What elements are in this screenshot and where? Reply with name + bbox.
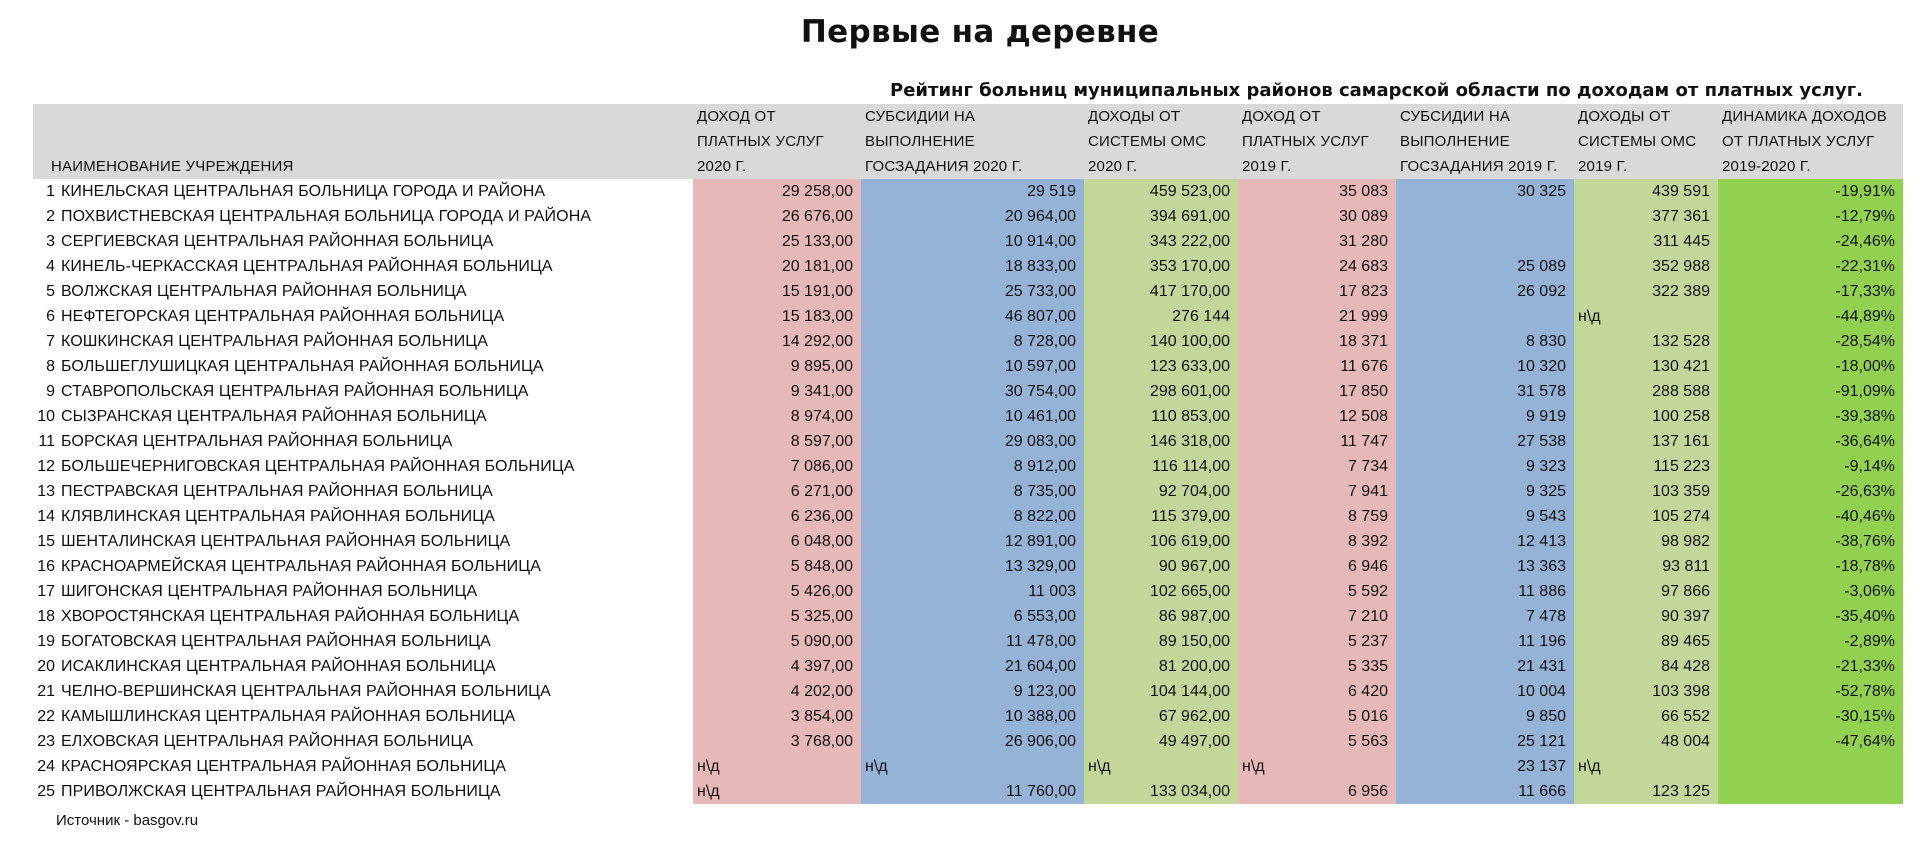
cell-dynamics: -9,14%: [1718, 454, 1903, 479]
row-number: 15: [33, 529, 61, 554]
header-subsidy-2019: [1396, 104, 1574, 179]
row-number: 1: [33, 179, 61, 204]
cell-subsidy-2019: 10 004: [1396, 679, 1574, 704]
cell-dynamics: -28,54%: [1718, 329, 1903, 354]
cell-dynamics: -18,78%: [1718, 554, 1903, 579]
cell-dynamics: -26,63%: [1718, 479, 1903, 504]
cell-paid-2020: 9 895,00: [693, 354, 861, 379]
row-number: 21: [33, 679, 61, 704]
cell-oms-2020: 81 200,00: [1084, 654, 1238, 679]
table-row: [33, 304, 1903, 329]
cell-subsidy-2020: 11 003: [861, 579, 1084, 604]
cell-subsidy-2020: 29 519: [861, 179, 1084, 204]
cell-subsidy-2019: [1396, 229, 1574, 254]
cell-dynamics: -21,33%: [1718, 654, 1903, 679]
cell-oms-2019: 377 361: [1574, 204, 1718, 229]
cell-paid-2019: 18 371: [1238, 329, 1396, 354]
hospital-name: КРАСНОАРМЕЙСКАЯ ЦЕНТРАЛЬНАЯ РАЙОННАЯ БОЛЬНИЦА: [61, 554, 693, 579]
header-paid-2019: [1238, 104, 1396, 179]
table-row: [33, 679, 1903, 704]
cell-subsidy-2020: н\д: [861, 754, 1084, 779]
cell-paid-2020: 3 854,00: [693, 704, 861, 729]
cell-paid-2019: 5 592: [1238, 579, 1396, 604]
header-line: ДОХОД ОТ: [697, 108, 776, 125]
table-row: [33, 179, 1903, 204]
cell-oms-2019: 105 274: [1574, 504, 1718, 529]
row-number: 18: [33, 604, 61, 629]
table-row: [33, 329, 1903, 354]
header-line: ВЫПОЛНЕНИЕ: [865, 133, 975, 150]
cell-paid-2020: н\д: [693, 754, 861, 779]
hospital-name: СЫЗРАНСКАЯ ЦЕНТРАЛЬНАЯ РАЙОННАЯ БОЛЬНИЦА: [61, 404, 693, 429]
cell-paid-2020: 3 768,00: [693, 729, 861, 754]
cell-oms-2020: 102 665,00: [1084, 579, 1238, 604]
header-dynamics: [1718, 104, 1903, 179]
row-number: 3: [33, 229, 61, 254]
hospital-name: НЕФТЕГОРСКАЯ ЦЕНТРАЛЬНАЯ РАЙОННАЯ БОЛЬНИЦА: [61, 304, 693, 329]
cell-paid-2020: 8 597,00: [693, 429, 861, 454]
cell-dynamics: -19,91%: [1718, 179, 1903, 204]
cell-subsidy-2019: 23 137: [1396, 754, 1574, 779]
cell-paid-2019: 5 016: [1238, 704, 1396, 729]
cell-subsidy-2020: 25 733,00: [861, 279, 1084, 304]
hospital-name: ХВОРОСТЯНСКАЯ ЦЕНТРАЛЬНАЯ РАЙОННАЯ БОЛЬНИЦА: [61, 604, 693, 629]
cell-subsidy-2020: 8 728,00: [861, 329, 1084, 354]
hospital-name: СЕРГИЕВСКАЯ ЦЕНТРАЛЬНАЯ РАЙОННАЯ БОЛЬНИЦА: [61, 229, 693, 254]
cell-oms-2020: 89 150,00: [1084, 629, 1238, 654]
cell-oms-2020: 298 601,00: [1084, 379, 1238, 404]
cell-subsidy-2019: 9 325: [1396, 479, 1574, 504]
cell-subsidy-2020: 30 754,00: [861, 379, 1084, 404]
cell-subsidy-2019: 10 320: [1396, 354, 1574, 379]
cell-oms-2020: 123 633,00: [1084, 354, 1238, 379]
table-row: [33, 779, 1903, 804]
cell-paid-2019: 11 676: [1238, 354, 1396, 379]
hospital-name: ШИГОНСКАЯ ЦЕНТРАЛЬНАЯ РАЙОННАЯ БОЛЬНИЦА: [61, 579, 693, 604]
cell-subsidy-2019: 27 538: [1396, 429, 1574, 454]
table-row: [33, 379, 1903, 404]
cell-dynamics: -40,46%: [1718, 504, 1903, 529]
header-line: 2020 Г.: [1088, 158, 1138, 175]
cell-subsidy-2019: [1396, 204, 1574, 229]
row-number: 16: [33, 554, 61, 579]
table-row: [33, 554, 1903, 579]
row-number: 12: [33, 454, 61, 479]
header-paid-2020: [693, 104, 861, 179]
cell-paid-2019: 6 956: [1238, 779, 1396, 804]
cell-oms-2019: 352 988: [1574, 254, 1718, 279]
cell-subsidy-2019: 21 431: [1396, 654, 1574, 679]
header-row: [33, 104, 1903, 179]
row-number: 6: [33, 304, 61, 329]
cell-oms-2019: 90 397: [1574, 604, 1718, 629]
header-line: 2019 Г.: [1578, 158, 1628, 175]
hospital-name: КИНЕЛЬСКАЯ ЦЕНТРАЛЬНАЯ БОЛЬНИЦА ГОРОДА И РАЙОНА: [61, 179, 693, 204]
cell-oms-2019: 100 258: [1574, 404, 1718, 429]
table-row: [33, 704, 1903, 729]
cell-dynamics: -35,40%: [1718, 604, 1903, 629]
table-row: [33, 529, 1903, 554]
cell-subsidy-2019: 25 089: [1396, 254, 1574, 279]
cell-subsidy-2020: 8 735,00: [861, 479, 1084, 504]
cell-dynamics: -24,46%: [1718, 229, 1903, 254]
cell-subsidy-2020: 6 553,00: [861, 604, 1084, 629]
hospital-name: ПОХВИСТНЕВСКАЯ ЦЕНТРАЛЬНАЯ БОЛЬНИЦА ГОРОДА И РАЙОНА: [61, 204, 693, 229]
cell-subsidy-2019: 30 325: [1396, 179, 1574, 204]
cell-paid-2019: 17 823: [1238, 279, 1396, 304]
cell-paid-2020: 6 271,00: [693, 479, 861, 504]
cell-paid-2020: 25 133,00: [693, 229, 861, 254]
cell-oms-2019: 123 125: [1574, 779, 1718, 804]
cell-subsidy-2019: 9 323: [1396, 454, 1574, 479]
cell-oms-2020: 49 497,00: [1084, 729, 1238, 754]
cell-subsidy-2019: 7 478: [1396, 604, 1574, 629]
cell-oms-2019: 439 591: [1574, 179, 1718, 204]
cell-dynamics: -30,15%: [1718, 704, 1903, 729]
hospital-name: БОЛЬШЕЧЕРНИГОВСКАЯ ЦЕНТРАЛЬНАЯ РАЙОННАЯ БОЛЬНИЦА: [61, 454, 693, 479]
cell-paid-2019: 6 946: [1238, 554, 1396, 579]
header-subsidy-2020: [861, 104, 1084, 179]
hospital-name: КЛЯВЛИНСКАЯ ЦЕНТРАЛЬНАЯ РАЙОННАЯ БОЛЬНИЦА: [61, 504, 693, 529]
hospital-name: ИСАКЛИНСКАЯ ЦЕНТРАЛЬНАЯ РАЙОННАЯ БОЛЬНИЦА: [61, 654, 693, 679]
cell-paid-2019: 35 083: [1238, 179, 1396, 204]
header-line: 2019 Г.: [1242, 158, 1292, 175]
cell-subsidy-2020: 8 912,00: [861, 454, 1084, 479]
cell-paid-2020: 14 292,00: [693, 329, 861, 354]
cell-paid-2020: 26 676,00: [693, 204, 861, 229]
cell-oms-2019: 97 866: [1574, 579, 1718, 604]
cell-oms-2020: 353 170,00: [1084, 254, 1238, 279]
cell-oms-2020: 146 318,00: [1084, 429, 1238, 454]
cell-oms-2020: 343 222,00: [1084, 229, 1238, 254]
cell-subsidy-2019: 9 919: [1396, 404, 1574, 429]
cell-paid-2020: 7 086,00: [693, 454, 861, 479]
cell-subsidy-2020: 21 604,00: [861, 654, 1084, 679]
hospital-name: ЧЕЛНО-ВЕРШИНСКАЯ ЦЕНТРАЛЬНАЯ РАЙОННАЯ БОЛЬНИЦА: [61, 679, 693, 704]
cell-oms-2020: 116 114,00: [1084, 454, 1238, 479]
header-line: СИСТЕМЫ ОМС: [1578, 133, 1697, 150]
cell-paid-2020: 5 325,00: [693, 604, 861, 629]
cell-oms-2020: 140 100,00: [1084, 329, 1238, 354]
cell-subsidy-2019: 31 578: [1396, 379, 1574, 404]
cell-subsidy-2020: 10 597,00: [861, 354, 1084, 379]
header-oms-2020: [1084, 104, 1238, 179]
header-line: ГОСЗАДАНИЯ 2020 Г.: [865, 158, 1023, 175]
cell-dynamics: -44,89%: [1718, 304, 1903, 329]
cell-dynamics: [1718, 779, 1903, 804]
cell-subsidy-2020: 13 329,00: [861, 554, 1084, 579]
table-row: [33, 604, 1903, 629]
cell-subsidy-2019: 13 363: [1396, 554, 1574, 579]
cell-paid-2020: 6 048,00: [693, 529, 861, 554]
cell-subsidy-2020: 11 478,00: [861, 629, 1084, 654]
header-line: ПЛАТНЫХ УСЛУГ: [1242, 133, 1369, 150]
hospital-name: КРАСНОЯРСКАЯ ЦЕНТРАЛЬНАЯ РАЙОННАЯ БОЛЬНИЦА: [61, 754, 693, 779]
cell-oms-2020: 104 144,00: [1084, 679, 1238, 704]
cell-subsidy-2020: 9 123,00: [861, 679, 1084, 704]
cell-paid-2019: 8 759: [1238, 504, 1396, 529]
table-row: [33, 279, 1903, 304]
cell-subsidy-2020: 10 388,00: [861, 704, 1084, 729]
row-number: 13: [33, 479, 61, 504]
row-number: 20: [33, 654, 61, 679]
cell-subsidy-2019: 12 413: [1396, 529, 1574, 554]
cell-oms-2019: н\д: [1574, 304, 1718, 329]
cell-oms-2019: 288 588: [1574, 379, 1718, 404]
cell-oms-2019: н\д: [1574, 754, 1718, 779]
cell-oms-2019: 137 161: [1574, 429, 1718, 454]
cell-subsidy-2020: 12 891,00: [861, 529, 1084, 554]
cell-oms-2019: 132 528: [1574, 329, 1718, 354]
cell-oms-2020: 417 170,00: [1084, 279, 1238, 304]
cell-oms-2020: 90 967,00: [1084, 554, 1238, 579]
hospital-name: ШЕНТАЛИНСКАЯ ЦЕНТРАЛЬНАЯ РАЙОННАЯ БОЛЬНИЦА: [61, 529, 693, 554]
table-row: [33, 229, 1903, 254]
source-note: Источник - basgov.ru: [56, 812, 199, 829]
table-subtitle: Рейтинг больниц муниципальных районов самарской области по доходам от платных услуг.: [890, 80, 1863, 101]
header-line: ПЛАТНЫХ УСЛУГ: [697, 133, 824, 150]
header-line: ДИНАМИКА ДОХОДОВ: [1722, 108, 1887, 125]
cell-paid-2020: н\д: [693, 779, 861, 804]
row-number: 5: [33, 279, 61, 304]
row-number: 17: [33, 579, 61, 604]
cell-subsidy-2020: 20 964,00: [861, 204, 1084, 229]
header-line: ГОСЗАДАНИЯ 2019 Г.: [1400, 158, 1558, 175]
hospital-rating-table: [33, 104, 1903, 804]
table-row: [33, 354, 1903, 379]
row-number: 22: [33, 704, 61, 729]
cell-subsidy-2020: 10 914,00: [861, 229, 1084, 254]
header-oms-2019: [1574, 104, 1718, 179]
header-line: ДОХОДЫ ОТ: [1578, 108, 1671, 125]
hospital-name: ВОЛЖСКАЯ ЦЕНТРАЛЬНАЯ РАЙОННАЯ БОЛЬНИЦА: [61, 279, 693, 304]
row-number: 23: [33, 729, 61, 754]
cell-oms-2019: 311 445: [1574, 229, 1718, 254]
cell-subsidy-2019: 11 886: [1396, 579, 1574, 604]
table-row: [33, 729, 1903, 754]
table-row: [33, 754, 1903, 779]
table-row: [33, 629, 1903, 654]
cell-oms-2019: 93 811: [1574, 554, 1718, 579]
row-number: 9: [33, 379, 61, 404]
cell-dynamics: -3,06%: [1718, 579, 1903, 604]
hospital-name: ПЕСТРАВСКАЯ ЦЕНТРАЛЬНАЯ РАЙОННАЯ БОЛЬНИЦА: [61, 479, 693, 504]
cell-subsidy-2020: 11 760,00: [861, 779, 1084, 804]
cell-dynamics: -52,78%: [1718, 679, 1903, 704]
row-number: 10: [33, 404, 61, 429]
cell-paid-2020: 5 848,00: [693, 554, 861, 579]
cell-oms-2020: 86 987,00: [1084, 604, 1238, 629]
cell-oms-2019: 48 004: [1574, 729, 1718, 754]
table-row: [33, 454, 1903, 479]
cell-paid-2019: 7 734: [1238, 454, 1396, 479]
table-body: [33, 179, 1903, 804]
cell-subsidy-2020: 10 461,00: [861, 404, 1084, 429]
hospital-name: БОЛЬШЕГЛУШИЦКАЯ ЦЕНТРАЛЬНАЯ РАЙОННАЯ БОЛЬНИЦА: [61, 354, 693, 379]
cell-dynamics: [1718, 754, 1903, 779]
cell-dynamics: -39,38%: [1718, 404, 1903, 429]
cell-paid-2019: 11 747: [1238, 429, 1396, 454]
row-number: 8: [33, 354, 61, 379]
cell-oms-2019: 98 982: [1574, 529, 1718, 554]
cell-paid-2019: 17 850: [1238, 379, 1396, 404]
table-row: [33, 429, 1903, 454]
row-number: 7: [33, 329, 61, 354]
cell-subsidy-2019: 9 543: [1396, 504, 1574, 529]
cell-paid-2019: 5 237: [1238, 629, 1396, 654]
header-line: 2020 Г.: [697, 158, 747, 175]
table-row: [33, 204, 1903, 229]
header-line: ОТ ПЛАТНЫХ УСЛУГ: [1722, 133, 1875, 150]
cell-paid-2019: н\д: [1238, 754, 1396, 779]
cell-paid-2019: 12 508: [1238, 404, 1396, 429]
row-number: 24: [33, 754, 61, 779]
cell-oms-2019: 115 223: [1574, 454, 1718, 479]
row-number: 11: [33, 429, 61, 454]
hospital-name: БОГАТОВСКАЯ ЦЕНТРАЛЬНАЯ РАЙОННАЯ БОЛЬНИЦА: [61, 629, 693, 654]
cell-paid-2020: 29 258,00: [693, 179, 861, 204]
cell-dynamics: -17,33%: [1718, 279, 1903, 304]
cell-dynamics: -36,64%: [1718, 429, 1903, 454]
header-line: 2019-2020 Г.: [1722, 158, 1811, 175]
table-row: [33, 404, 1903, 429]
table-row: [33, 579, 1903, 604]
cell-subsidy-2019: 11 666: [1396, 779, 1574, 804]
cell-oms-2019: 66 552: [1574, 704, 1718, 729]
cell-paid-2019: 5 563: [1238, 729, 1396, 754]
cell-paid-2020: 8 974,00: [693, 404, 861, 429]
header-name: НАИМЕНОВАНИЕ УЧРЕЖДЕНИЯ: [33, 104, 693, 179]
cell-dynamics: -47,64%: [1718, 729, 1903, 754]
table-row: [33, 479, 1903, 504]
cell-subsidy-2019: 8 830: [1396, 329, 1574, 354]
cell-dynamics: -22,31%: [1718, 254, 1903, 279]
header-line: ДОХОДЫ ОТ: [1088, 108, 1181, 125]
cell-paid-2020: 20 181,00: [693, 254, 861, 279]
cell-oms-2020: 92 704,00: [1084, 479, 1238, 504]
row-number: 14: [33, 504, 61, 529]
cell-oms-2020: н\д: [1084, 754, 1238, 779]
cell-subsidy-2019: [1396, 304, 1574, 329]
cell-subsidy-2020: 26 906,00: [861, 729, 1084, 754]
cell-oms-2019: 84 428: [1574, 654, 1718, 679]
cell-oms-2019: 89 465: [1574, 629, 1718, 654]
cell-oms-2020: 133 034,00: [1084, 779, 1238, 804]
table-row: [33, 654, 1903, 679]
hospital-name: ПРИВОЛЖСКАЯ ЦЕНТРАЛЬНАЯ РАЙОННАЯ БОЛЬНИЦА: [61, 779, 693, 804]
cell-oms-2020: 115 379,00: [1084, 504, 1238, 529]
hospital-name: КОШКИНСКАЯ ЦЕНТРАЛЬНАЯ РАЙОННАЯ БОЛЬНИЦА: [61, 329, 693, 354]
hospital-name: ЕЛХОВСКАЯ ЦЕНТРАЛЬНАЯ РАЙОННАЯ БОЛЬНИЦА: [61, 729, 693, 754]
hospital-name: КИНЕЛЬ-ЧЕРКАССКАЯ ЦЕНТРАЛЬНАЯ РАЙОННАЯ БОЛЬНИЦА: [61, 254, 693, 279]
cell-paid-2020: 6 236,00: [693, 504, 861, 529]
cell-subsidy-2019: 25 121: [1396, 729, 1574, 754]
row-number: 19: [33, 629, 61, 654]
cell-oms-2019: 322 389: [1574, 279, 1718, 304]
cell-paid-2020: 15 183,00: [693, 304, 861, 329]
header-line: СИСТЕМЫ ОМС: [1088, 133, 1207, 150]
cell-dynamics: -91,09%: [1718, 379, 1903, 404]
cell-paid-2020: 9 341,00: [693, 379, 861, 404]
cell-subsidy-2020: 46 807,00: [861, 304, 1084, 329]
cell-dynamics: -38,76%: [1718, 529, 1903, 554]
cell-paid-2019: 24 683: [1238, 254, 1396, 279]
cell-paid-2019: 8 392: [1238, 529, 1396, 554]
row-number: 4: [33, 254, 61, 279]
cell-paid-2019: 31 280: [1238, 229, 1396, 254]
cell-subsidy-2019: 26 092: [1396, 279, 1574, 304]
cell-dynamics: -18,00%: [1718, 354, 1903, 379]
cell-oms-2020: 276 144: [1084, 304, 1238, 329]
cell-paid-2020: 4 397,00: [693, 654, 861, 679]
hospital-name: КАМЫШЛИНСКАЯ ЦЕНТРАЛЬНАЯ РАЙОННАЯ БОЛЬНИЦА: [61, 704, 693, 729]
cell-paid-2019: 5 335: [1238, 654, 1396, 679]
page-title: Первые на деревне: [800, 14, 1160, 50]
cell-paid-2019: 6 420: [1238, 679, 1396, 704]
cell-oms-2020: 394 691,00: [1084, 204, 1238, 229]
cell-paid-2020: 4 202,00: [693, 679, 861, 704]
cell-paid-2020: 5 426,00: [693, 579, 861, 604]
cell-subsidy-2019: 9 850: [1396, 704, 1574, 729]
row-number: 25: [33, 779, 61, 804]
cell-subsidy-2020: 18 833,00: [861, 254, 1084, 279]
cell-paid-2019: 30 089: [1238, 204, 1396, 229]
hospital-name: БОРСКАЯ ЦЕНТРАЛЬНАЯ РАЙОННАЯ БОЛЬНИЦА: [61, 429, 693, 454]
cell-oms-2019: 103 359: [1574, 479, 1718, 504]
header-line: СУБСИДИИ НА: [1400, 108, 1511, 125]
table-row: [33, 254, 1903, 279]
cell-dynamics: -2,89%: [1718, 629, 1903, 654]
cell-oms-2020: 67 962,00: [1084, 704, 1238, 729]
cell-subsidy-2020: 8 822,00: [861, 504, 1084, 529]
row-number: 2: [33, 204, 61, 229]
cell-dynamics: -12,79%: [1718, 204, 1903, 229]
header-line: СУБСИДИИ НА: [865, 108, 976, 125]
table-row: [33, 504, 1903, 529]
cell-paid-2019: 7 941: [1238, 479, 1396, 504]
cell-oms-2020: 106 619,00: [1084, 529, 1238, 554]
cell-paid-2020: 15 191,00: [693, 279, 861, 304]
cell-paid-2019: 7 210: [1238, 604, 1396, 629]
header-line: ВЫПОЛНЕНИЕ: [1400, 133, 1510, 150]
cell-paid-2020: 5 090,00: [693, 629, 861, 654]
cell-subsidy-2019: 11 196: [1396, 629, 1574, 654]
cell-oms-2020: 110 853,00: [1084, 404, 1238, 429]
cell-oms-2020: 459 523,00: [1084, 179, 1238, 204]
hospital-name: СТАВРОПОЛЬСКАЯ ЦЕНТРАЛЬНАЯ РАЙОННАЯ БОЛЬНИЦА: [61, 379, 693, 404]
cell-paid-2019: 21 999: [1238, 304, 1396, 329]
header-line: ДОХОД ОТ: [1242, 108, 1321, 125]
cell-subsidy-2020: 29 083,00: [861, 429, 1084, 454]
cell-oms-2019: 103 398: [1574, 679, 1718, 704]
cell-oms-2019: 130 421: [1574, 354, 1718, 379]
